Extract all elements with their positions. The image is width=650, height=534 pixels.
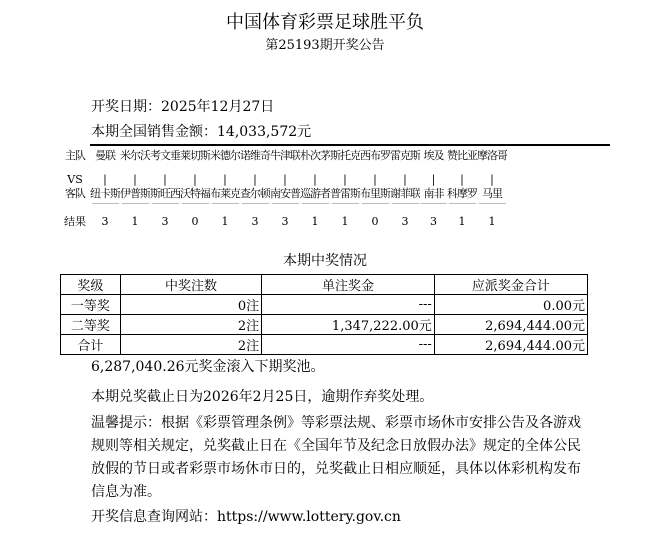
away-team-name: 伊普斯 xyxy=(120,187,150,200)
prize-count: 2注 xyxy=(120,335,261,355)
home-team: 西布罗 xyxy=(360,149,390,162)
prize-level: 二等奖 xyxy=(61,315,121,335)
divider xyxy=(90,144,610,146)
col-header-level: 奖级 xyxy=(61,275,121,295)
vs-bar: | xyxy=(283,173,287,186)
away-team xyxy=(240,187,270,211)
away-team xyxy=(180,187,210,211)
vs-bar: | xyxy=(193,173,197,186)
prize-level: 一等奖 xyxy=(61,295,121,315)
match-table xyxy=(60,149,507,233)
away-team xyxy=(447,187,477,211)
home-team: 曼联 xyxy=(95,149,115,162)
match-result: 1 xyxy=(341,215,349,228)
sales-value: 14,033,572元 xyxy=(217,124,312,140)
away-team-name: 科摩罗 xyxy=(447,187,477,200)
home-team: 赞比亚 xyxy=(447,149,477,162)
prize-row xyxy=(61,315,588,335)
vs-bar: | xyxy=(431,173,436,186)
vs-bar: | xyxy=(313,173,317,186)
away-team-name: 沃特福 xyxy=(180,187,210,200)
col-header-single: 单注奖金 xyxy=(262,275,435,295)
away-team-name: 纽卡斯 xyxy=(90,187,120,200)
vs-bar: | xyxy=(343,173,347,186)
home-team: 诺维奇 xyxy=(240,149,270,162)
divider-dash: ——— xyxy=(478,198,506,209)
prize-count: 2注 xyxy=(120,315,261,335)
away-team xyxy=(150,187,180,211)
match-result: 1 xyxy=(131,215,139,228)
home-team: 雷克斯 xyxy=(390,149,420,162)
home-team: 牛津联 xyxy=(270,149,300,162)
away-team xyxy=(390,187,420,211)
prize-total: 2,694,444.00元 xyxy=(434,315,587,335)
away-team xyxy=(210,187,240,211)
divider-dash: ——— xyxy=(448,198,476,209)
prize-count: 0注 xyxy=(120,295,261,315)
away-row xyxy=(60,187,507,211)
away-team xyxy=(330,187,360,211)
home-label: 主队 xyxy=(65,149,85,162)
match-result: 3 xyxy=(430,215,437,228)
away-team-name: 巡游者 xyxy=(300,187,330,200)
prize-total: 0.00元 xyxy=(434,295,587,315)
prize-header-row xyxy=(61,275,588,295)
vs-label: VS xyxy=(67,173,83,186)
divider-dash: ——— xyxy=(420,198,447,209)
home-team: 摩洛哥 xyxy=(477,149,507,162)
sales-label: 本期全国销售金额： xyxy=(91,124,217,140)
match-result: 1 xyxy=(488,215,496,228)
divider-dash: ——— xyxy=(241,198,269,209)
rollover-note: 6,287,040.26元奖金滚入下期奖池。 xyxy=(91,359,325,375)
prize-single: 1,347,222.00元 xyxy=(262,315,435,335)
prize-single: --- xyxy=(262,295,435,315)
away-team xyxy=(120,187,150,211)
divider-dash: ——— xyxy=(151,198,179,209)
tip-note: 温馨提示：根据《彩票管理条例》等彩票法规、彩票市场休市安排公告及各游戏规则等相关规定，兑奖截止日在《全国年节及纪念日放假办法》规定的全体公民放假的节日或者彩票市场休市日的，兑奖截止日相应顺延，具体以体彩机构发布信息为准。 xyxy=(91,415,581,500)
divider-dash: ——— xyxy=(391,198,419,209)
divider-dash: ——— xyxy=(91,198,119,209)
home-team: 莱切斯 xyxy=(180,149,210,162)
divider-dash: ——— xyxy=(271,198,299,209)
away-team xyxy=(420,187,447,211)
home-team: 米尔沃 xyxy=(120,149,150,162)
page-subtitle: 第25193期开奖公告 xyxy=(265,38,385,53)
away-team-name: 普雷斯 xyxy=(330,187,360,200)
prize-row xyxy=(61,295,588,315)
home-team: 埃及 xyxy=(423,149,444,162)
match-result: 1 xyxy=(311,215,319,228)
prize-single: --- xyxy=(262,335,435,355)
vs-bar: | xyxy=(163,173,167,186)
col-header-count: 中奖注数 xyxy=(120,275,261,295)
divider-dash: ——— xyxy=(121,198,149,209)
match-result: 3 xyxy=(281,215,289,228)
home-team: 斯托克 xyxy=(330,149,360,162)
divider-dash: ——— xyxy=(211,198,239,209)
home-team: 考文垂 xyxy=(150,149,180,162)
prize-row xyxy=(61,335,588,355)
away-team xyxy=(270,187,300,211)
home-row xyxy=(60,149,507,173)
away-team-name: 南非 xyxy=(423,187,444,200)
result-label: 结果 xyxy=(64,215,86,228)
match-result: 0 xyxy=(371,215,379,228)
draw-date-value: 2025年12月27日 xyxy=(161,99,275,115)
vs-bar: | xyxy=(373,173,377,186)
away-label: 客队 xyxy=(65,187,85,200)
divider-dash: ——— xyxy=(301,198,329,209)
match-result: 3 xyxy=(101,215,109,228)
website-note: 开奖信息查询网站：https://www.lottery.gov.cn xyxy=(91,509,401,525)
match-result: 0 xyxy=(191,215,199,228)
vs-bar: | xyxy=(460,173,464,186)
divider-dash: ——— xyxy=(181,198,209,209)
prize-section-title: 本期中奖情况 xyxy=(283,253,367,269)
match-result: 3 xyxy=(161,215,169,228)
sales-amount xyxy=(91,121,311,141)
vs-bar: | xyxy=(103,173,107,186)
home-team: 朴次茅 xyxy=(300,149,330,162)
page-title: 中国体育彩票足球胜平负 xyxy=(226,12,424,33)
draw-date xyxy=(91,96,274,116)
prize-table xyxy=(60,274,588,355)
match-result: 3 xyxy=(401,215,409,228)
col-header-total: 应派奖金合计 xyxy=(434,275,587,295)
away-team-name: 布莱克 xyxy=(210,187,240,200)
away-team xyxy=(90,187,120,211)
vs-bar: | xyxy=(133,173,137,186)
divider-dash: ——— xyxy=(331,198,359,209)
away-team-name: 斯旺西 xyxy=(150,187,180,200)
prize-total: 2,694,444.00元 xyxy=(434,335,587,355)
away-team-name: 南安普 xyxy=(270,187,300,200)
away-team-name: 谢菲联 xyxy=(390,187,420,200)
away-team xyxy=(300,187,330,211)
match-result: 1 xyxy=(458,215,466,228)
match-result: 3 xyxy=(251,215,259,228)
vs-bar: | xyxy=(403,173,407,186)
draw-date-label: 开奖日期： xyxy=(91,99,161,115)
away-team xyxy=(477,187,507,211)
result-row xyxy=(60,211,507,233)
divider-dash: ——— xyxy=(361,198,389,209)
vs-row xyxy=(60,173,507,187)
prize-level: 合计 xyxy=(61,335,121,355)
away-team-name: 查尔顿 xyxy=(240,187,270,200)
vs-bar: | xyxy=(490,173,494,186)
vs-bar: | xyxy=(223,173,227,186)
away-team-name: 马里 xyxy=(482,187,502,200)
away-team xyxy=(360,187,390,211)
away-team-name: 布里斯 xyxy=(360,187,390,200)
vs-bar: | xyxy=(253,173,257,186)
match-result: 1 xyxy=(221,215,229,228)
home-team: 米德尔 xyxy=(210,149,240,162)
deadline-note: 本期兑奖截止日为2026年2月25日，逾期作弃奖处理。 xyxy=(91,389,434,405)
